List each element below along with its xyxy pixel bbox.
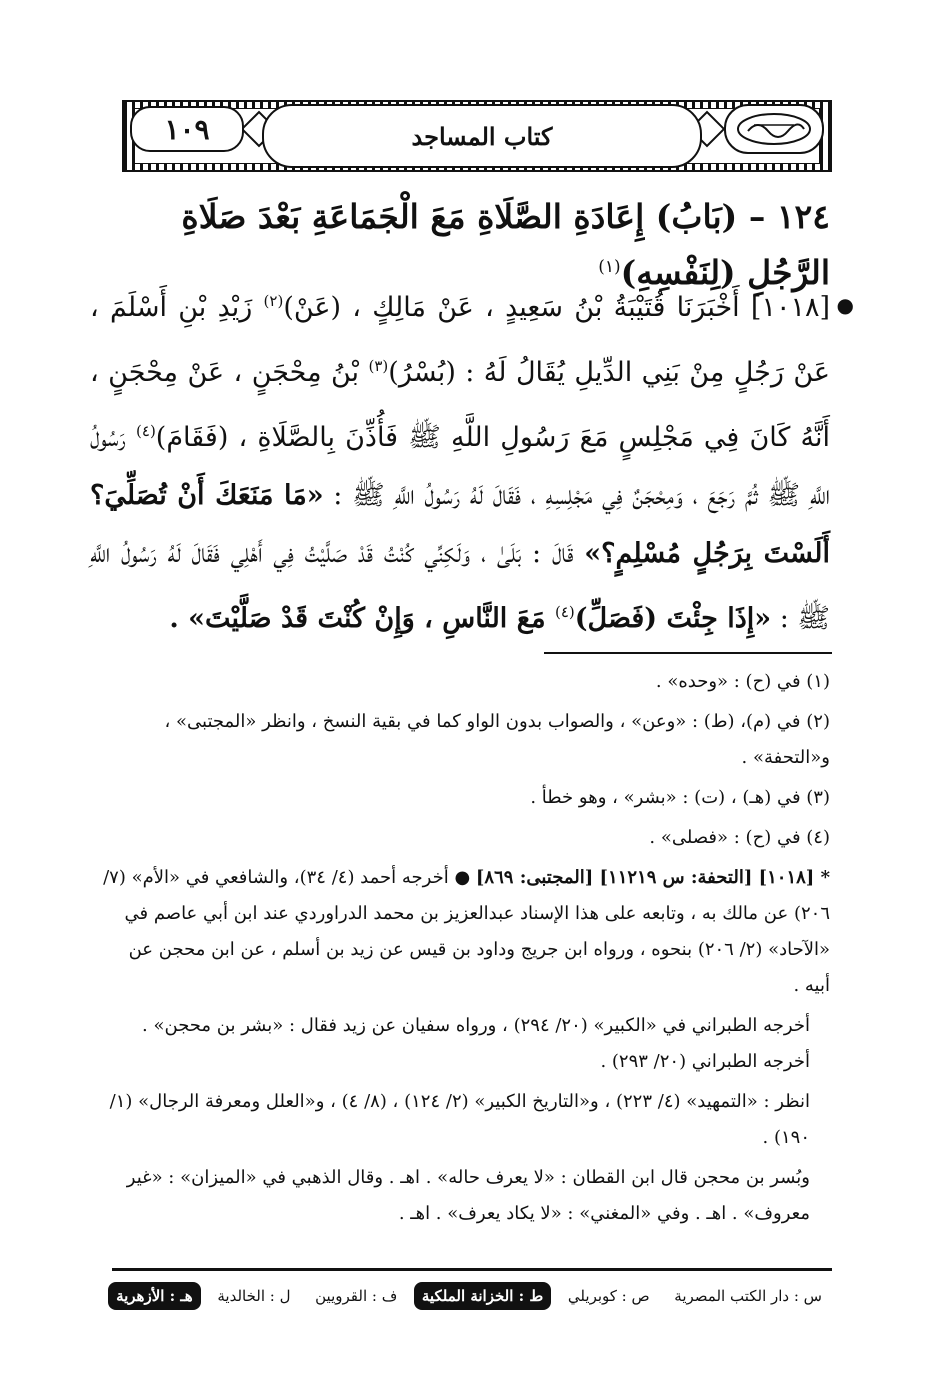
manuscript-legend	[108, 1276, 830, 1316]
footnote: (١) في (ح) : «وحده» .	[655, 671, 830, 692]
takhrij-paragraph: وبُسر بن محجن قال ابن القطان : «لا يعرف حاله» . اهـ . وقال الذهبي في «الميزان» : «غير معروف» . اهـ . وفي «المغني» : «لا يكاد يعرف» . اهـ .	[126, 1167, 810, 1224]
prophet-saying: «إِذَا جِئْتَ (فَصَلِّ)	[574, 603, 772, 634]
footnote-ref: (١)	[598, 257, 621, 277]
footnote-ref: (٢)	[263, 292, 284, 310]
page-number: ١٠٩	[130, 106, 244, 152]
chapter-number: ١٢٤ –	[748, 197, 830, 236]
hadith-part: بْنُ مِحْجَنٍ ، عَنْ مِحْجَنٍ ، أَنَّهُ كَانَ فِي مَجْلِسٍ مَعَ رَسُولِ اللَّهِ ﷺ فَأُذِّنَ بِالصَّلَاةِ ، (فَقَامَ)	[90, 357, 831, 453]
legend-item: ف : القرويين	[315, 1287, 398, 1305]
footnote-separator	[544, 652, 832, 654]
chapter-title: (بَابُ) إِعَادَةِ الصَّلَاةِ مَعَ الْجَمَاعَةِ بَعْدَ صَلَاةِ الرَّجُلِ (لِنَفْسِهِ)	[181, 197, 830, 292]
footnote-ref: (٣)	[368, 357, 389, 375]
legend-item: ل : الخالدية	[217, 1287, 291, 1305]
bullet-icon: ●	[836, 293, 854, 317]
book-emblem-icon	[724, 104, 824, 154]
hadith-part: رَسُولُ اللَّهِ ﷺ ثُمَّ رَجَعَ ، وَمِحْجَنٌ فِي مَجْلِسِهِ ، فَقَالَ لَهُ رَسُولُ اللَّهِ ﷺ :	[90, 422, 831, 511]
legend-item: هـ : الأزهرية	[108, 1282, 201, 1310]
legend-item: س : دار الكتب المصرية	[674, 1287, 822, 1305]
legend-item: ط : الخزانة الملكية	[414, 1282, 551, 1310]
prophet-saying: «مَا مَنَعَكَ أَنْ تُصَلِّيَ؟ أَلَسْتَ بِرَجُلٍ مُسْلِمٍ؟»	[90, 480, 831, 569]
page-header	[122, 100, 832, 172]
takhrij-paragraph: أخرجه الطبراني في «الكبير» (٢٠/ ٢٩٤) ، ورواه سفيان عن زيد فقال : «بشر بن محجن» . أخرجه الطبراني (٢٠/ ٢٩٣) .	[142, 1015, 810, 1072]
hadith-text	[90, 272, 854, 648]
footnote: (٤) في (ح) : «فصلى» .	[649, 827, 830, 848]
footnote-ref: (٤)	[554, 603, 575, 621]
hadith-part: زَيْدِ بْنِ أَسْلَمَ ، عَنْ رَجُلٍ مِنْ بَنِي الدِّيلِ يُقَالُ لَهُ : (بُسْرُ)	[90, 292, 830, 388]
book-title: كتاب المساجد	[262, 104, 702, 168]
hadith-part: [١٠١٨] أَخْبَرَنَا قُتَيْبَةُ بْنُ سَعِيدٍ ، عَنْ مَالِكٍ ، (عَنْ)	[283, 292, 831, 323]
bottom-rule	[112, 1268, 832, 1271]
footnote: (٣) في (هـ) ، (ت) : «بشر» ، وهو خطأ .	[530, 787, 830, 808]
footnotes	[102, 664, 830, 1236]
emblem-calligraphy-icon	[734, 111, 814, 147]
takhrij-head: * [١٠١٨] [التحفة: س ١١٢١٩] [المجتبى: ٨٦٩]	[475, 867, 830, 888]
footnote-ref: (٤)	[136, 422, 156, 440]
takhrij-text: ● أخرجه أحمد (٤/ ٣٤)، والشافعي في «الأم» (٧/ ٢٠٦) عن مالك به ، وتابعه على هذا الإسناد عبدالعزيز بن محمد الدراوردي عند ابن أبي عاصم في «الآحاد» (٢/ ٢٠٦) بنحوه ، ورواه ابن جريج وداود بن قيس عن زيد بن أسلم ، عن ابن محجن عن أبيه .	[103, 867, 830, 996]
legend-item: ص : كوبريلي	[567, 1287, 650, 1305]
footnote: (٢) في (م)، (ط) : «وعن» ، والصواب بدون الواو كما في بقية النسخ ، وانظر «المجتبى» ، و«التحفة» .	[164, 711, 830, 768]
hadith-part: قَالَ : بَلَىٰ ، وَلَكِنِّي كُنْتُ قَدْ صَلَّيْتُ فِي أَهْلِي فَقَالَ لَهُ رَسُولُ اللَّهِ ﷺ :	[90, 538, 830, 634]
takhrij-paragraph: انظر : «التمهيد» (٤/ ٢٢٣) ، و«التاريخ الكبير» (٢/ ١٢٤) ، (٨/ ٤) ، و«العلل ومعرفة الرجال» (١/ ١٩٠) .	[109, 1091, 810, 1148]
takhrij-paragraph	[102, 860, 830, 1004]
prophet-saying: مَعَ النَّاسِ ، وَإِنْ كُنْتَ قَدْ صَلَّيْتَ» .	[169, 603, 555, 634]
